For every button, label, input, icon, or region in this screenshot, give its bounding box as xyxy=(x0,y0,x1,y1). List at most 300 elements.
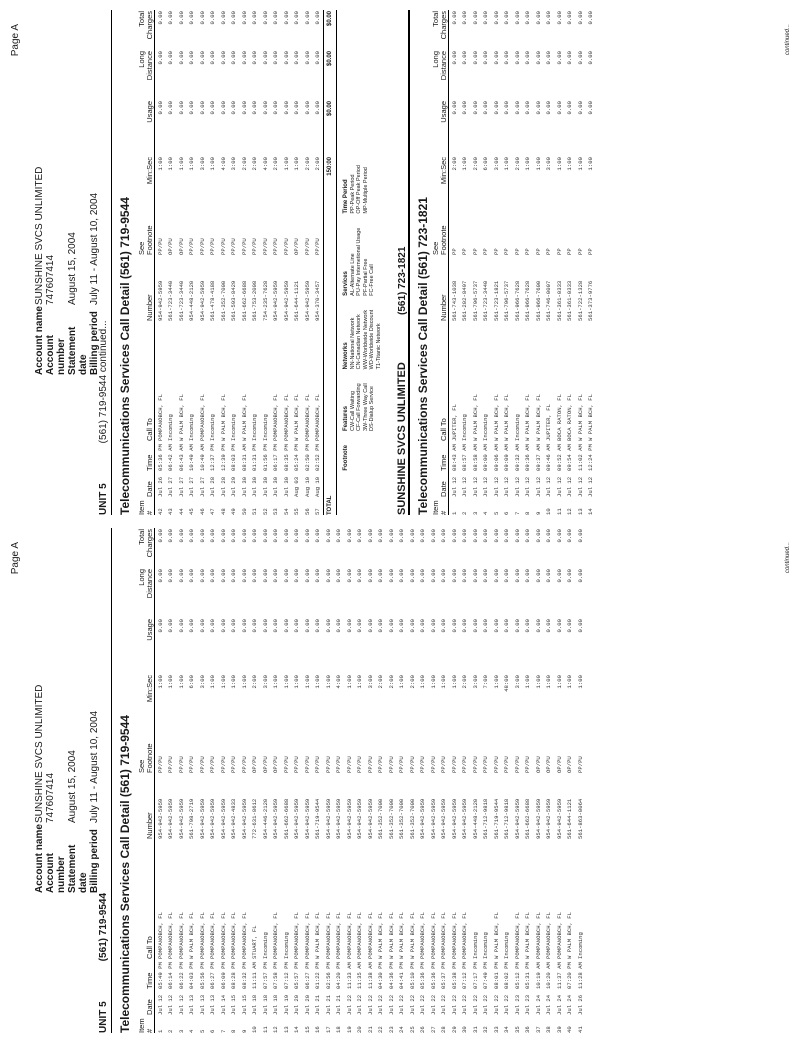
col-item: Item # xyxy=(431,500,448,515)
call-number: 561-723-1821 xyxy=(492,280,500,321)
call-number: 561-796-5737 xyxy=(471,280,479,321)
item-number: 7 xyxy=(219,1029,227,1033)
min-sec: 2:00 xyxy=(251,157,259,171)
min-sec: 1:00 xyxy=(419,675,427,689)
call-time: 06:09 PM xyxy=(219,962,227,989)
col-time: Time xyxy=(145,972,154,989)
call-number: 561-863-0064 xyxy=(576,798,584,839)
call-date: Jul 27 xyxy=(167,476,175,497)
call-number: 954-942-5959 xyxy=(209,798,217,839)
table-row xyxy=(313,528,324,1033)
col-total-charges xyxy=(432,11,448,51)
min-sec: 7:00 xyxy=(482,675,490,689)
long-distance: 0.00 xyxy=(482,51,490,65)
col-footnote xyxy=(432,201,448,255)
usage: 0.00 xyxy=(576,619,584,633)
item-number: 45 xyxy=(188,508,196,515)
call-to: W PALM BCH, FL xyxy=(524,394,532,441)
call-to: W PALM BCH, FL xyxy=(188,912,196,959)
item-number: 9 xyxy=(534,511,542,515)
account-name: SUNSHINE SVCS UNLIMITED xyxy=(34,166,45,305)
usage: 0.00 xyxy=(156,101,164,115)
item-number: 23 xyxy=(387,1026,395,1033)
item-number: 25 xyxy=(408,1026,416,1033)
total-charges: 0.00 xyxy=(209,11,217,25)
call-time: 11:35 AM xyxy=(356,962,364,989)
long-distance: 0.00 xyxy=(440,569,448,583)
call-to: W PALM BCH, FL xyxy=(492,912,500,959)
footnote: PP/PU xyxy=(335,756,343,773)
col-number: Number xyxy=(439,294,448,321)
call-to: POMPANOBCH, FL xyxy=(356,912,364,959)
footnote: PP xyxy=(587,248,595,255)
usage: 0.00 xyxy=(251,101,259,115)
col-total: Total xyxy=(431,11,440,27)
footnote: PP/PU xyxy=(387,756,395,773)
col-date: Date xyxy=(439,481,448,497)
min-sec: 1:00 xyxy=(177,157,185,171)
long-distance: 0.00 xyxy=(471,51,479,65)
call-date: Jul 22 xyxy=(482,994,490,1015)
footnote: PP xyxy=(461,248,469,255)
call-number: 561-723-3440 xyxy=(177,280,185,321)
total-charges: 0.00 xyxy=(272,529,280,543)
min-sec: 1:00 xyxy=(188,157,196,171)
min-sec: 1:00 xyxy=(230,675,238,689)
call-number: 561-361-0333 xyxy=(566,280,574,321)
call-number: 561-352-7000 xyxy=(377,798,385,839)
usage: 0.00 xyxy=(387,619,395,633)
total-charges: 0.00 xyxy=(482,11,490,25)
long-distance: 0.00 xyxy=(408,569,416,583)
item-number: 29 xyxy=(450,1026,458,1033)
call-date: Jul 24 xyxy=(566,994,574,1015)
table-row xyxy=(292,528,303,1033)
item-number: 48 xyxy=(219,508,227,515)
account-number: 747607414 xyxy=(45,254,56,305)
call-time: 05:56 PM xyxy=(198,962,206,989)
footnote: PP/PU xyxy=(461,756,469,773)
footnote: PP/PU xyxy=(198,756,206,773)
table-row xyxy=(491,528,502,1033)
call-number: 561-753-2008 xyxy=(251,280,259,321)
usage: 0.00 xyxy=(324,619,332,633)
usage: 0.00 xyxy=(335,619,343,633)
unit-heading xyxy=(98,528,112,1033)
min-sec: 2:00 xyxy=(513,157,521,171)
item-number: 9 xyxy=(240,1029,248,1033)
legend-services-title: Services xyxy=(343,271,349,296)
call-date: Jul 30 xyxy=(261,476,269,497)
table-row xyxy=(239,10,250,515)
min-sec: 6:00 xyxy=(188,675,196,689)
usage: 0.00 xyxy=(272,101,280,115)
call-time: 09:52 AM xyxy=(555,444,563,471)
call-date: Jul 18 xyxy=(261,994,269,1015)
long-distance: 0.00 xyxy=(513,51,521,65)
call-time: 12:39 PM xyxy=(219,444,227,471)
usage: 0.00 xyxy=(282,101,290,115)
usage: 0.00 xyxy=(293,101,301,115)
legend-item: OP-Off Peak Period xyxy=(356,165,362,214)
long-distance: 0.00 xyxy=(419,569,427,583)
usage: 0.00 xyxy=(576,101,584,115)
call-date: Jul 27 xyxy=(188,476,196,497)
col-see: See xyxy=(137,759,146,773)
call-number: 561-352-7000 xyxy=(219,280,227,321)
usage: 0.00 xyxy=(566,101,574,115)
call-number: 954-942-5959 xyxy=(272,280,280,321)
call-time: 04:03 PM xyxy=(188,962,196,989)
call-to: Incoming xyxy=(230,414,238,441)
min-sec: 1:00 xyxy=(293,675,301,689)
call-number: 561-644-1121 xyxy=(293,280,301,321)
call-number: 954-942-5959 xyxy=(167,798,175,839)
legend-item: CF-Call Forwarding xyxy=(356,383,362,431)
footnote: PP xyxy=(482,248,490,255)
long-distance: 0.00 xyxy=(293,569,301,583)
col-total: Total xyxy=(137,11,146,27)
statement-date-label: Statement date xyxy=(67,844,89,893)
footnote: PP/PU xyxy=(419,756,427,773)
total-charges: 0.00 xyxy=(566,11,574,25)
unit-phone: (561) 719-9544 xyxy=(98,892,109,962)
total-charges: 0.00 xyxy=(167,529,175,543)
footnote: PP/PU xyxy=(230,238,238,255)
usage: 0.00 xyxy=(219,619,227,633)
call-number: 561-662-6688 xyxy=(240,280,248,321)
call-date: Aug 10 xyxy=(314,476,322,497)
call-number: 561-719-9544 xyxy=(314,798,322,839)
unit-phone: (561) 719-9544 continued... xyxy=(98,320,109,444)
call-time: 05:36 PM xyxy=(156,444,164,471)
call-to: W PALM BCH, FL xyxy=(587,394,595,441)
page-label: Page A xyxy=(10,24,21,57)
call-to: W PALM BCH, FL xyxy=(177,394,185,441)
call-time: 07:17 PM xyxy=(471,962,479,989)
col-call-to: Call To xyxy=(439,418,448,441)
subaccount-banner xyxy=(390,10,410,515)
call-to: Incoming xyxy=(513,414,521,441)
total-charges: 0.00 xyxy=(198,11,206,25)
table-row xyxy=(470,528,481,1033)
usage: 0.00 xyxy=(167,619,175,633)
call-date: Jul 14 xyxy=(219,994,227,1015)
call-to: W PALM BCH, FL xyxy=(398,912,406,959)
item-number: 31 xyxy=(471,1026,479,1033)
long-distance: 0.00 xyxy=(324,569,332,583)
call-date: Jul 12 xyxy=(156,994,164,1015)
statement-date: August 15, 2004 xyxy=(67,232,78,305)
call-date: Jul 23 xyxy=(513,994,521,1015)
usage: 0.00 xyxy=(419,619,427,633)
call-to: W PALM BCH, FL xyxy=(219,394,227,441)
call-time: 04:30 PM xyxy=(377,962,385,989)
total-charges: 0.00 xyxy=(324,529,332,543)
item-number: 17 xyxy=(324,1026,332,1033)
call-date: Jul 30 xyxy=(251,476,259,497)
call-to: W PALM BCH, FL xyxy=(534,394,542,441)
call-to: Incoming xyxy=(471,932,479,959)
section-title-2: Telecommunications Services Call Detail (561) 723-1821 xyxy=(416,197,430,515)
call-number: 954-942-5959 xyxy=(156,280,164,321)
call-number: 561-719-9544 xyxy=(492,798,500,839)
min-sec: 1:00 xyxy=(503,157,511,171)
long-distance: 0.00 xyxy=(555,51,563,65)
total-charges: 0.00 xyxy=(482,529,490,543)
total-charges: 0.00 xyxy=(503,529,511,543)
call-date: Jul 22 xyxy=(398,994,406,1015)
usage: 0.00 xyxy=(503,619,511,633)
statement-date: August 15, 2004 xyxy=(67,750,78,823)
call-date: Jul 22 xyxy=(503,994,511,1015)
long-distance: 0.00 xyxy=(587,51,595,65)
table-header-2 xyxy=(430,10,449,515)
call-date: Jul 30 xyxy=(240,476,248,497)
footnote: PP/PU xyxy=(293,756,301,773)
total-charges: 0.00 xyxy=(513,11,521,25)
call-time: 06:27 PM xyxy=(303,962,311,989)
call-to: STUART, FL xyxy=(251,925,259,959)
min-sec: 1:00 xyxy=(555,157,563,171)
call-date: Jul 22 xyxy=(429,994,437,1015)
item-number: 13 xyxy=(282,1026,290,1033)
min-sec: 2:00 xyxy=(450,157,458,171)
usage: 0.00 xyxy=(251,619,259,633)
long-distance: 0.00 xyxy=(282,51,290,65)
total-charges: 0.00 xyxy=(471,529,479,543)
call-number: 954-942-5959 xyxy=(282,280,290,321)
table-row xyxy=(187,10,198,515)
usage: 0.00 xyxy=(282,619,290,633)
usage: 0.00 xyxy=(503,101,511,115)
total-long-distance: $0.00 xyxy=(327,51,333,67)
total-charges: 0.00 xyxy=(293,11,301,25)
call-number: 954-942-5959 xyxy=(545,798,553,839)
table-row xyxy=(407,528,418,1033)
call-time: 11:38 AM xyxy=(366,962,374,989)
min-sec: 6:00 xyxy=(482,157,490,171)
long-distance: 0.00 xyxy=(303,569,311,583)
item-number: 5 xyxy=(198,1029,206,1033)
call-time: 08:28 PM xyxy=(230,962,238,989)
call-to: Incoming xyxy=(576,932,584,959)
usage: 0.00 xyxy=(429,619,437,633)
total-charges: 0.00 xyxy=(261,11,269,25)
item-number: 3 xyxy=(471,511,479,515)
unit-label: UNIT 5 xyxy=(98,1001,109,1033)
total-charges: 0.00 xyxy=(303,529,311,543)
col-footnote xyxy=(138,719,154,773)
min-sec: 2:00 xyxy=(314,157,322,171)
col-charges: Charges xyxy=(145,529,154,558)
footnote: PP/PU xyxy=(282,756,290,773)
call-to: POMPANOBCH, FL xyxy=(314,394,322,441)
min-sec: 2:00 xyxy=(377,675,385,689)
col-long-distance xyxy=(138,569,154,619)
call-number: 561-352-7000 xyxy=(398,798,406,839)
min-sec: 1:00 xyxy=(177,675,185,689)
call-to: POMPANOBCH, FL xyxy=(440,912,448,959)
call-time: 05:36 PM xyxy=(419,962,427,989)
call-number: 954-942-5959 xyxy=(156,798,164,839)
footnote: PP xyxy=(534,248,542,255)
min-sec: 4:00 xyxy=(219,157,227,171)
call-number: 561-478-4188 xyxy=(209,280,217,321)
call-number: 561-966-7628 xyxy=(524,280,532,321)
call-number: 954-942-5959 xyxy=(450,798,458,839)
min-sec: 2:00 xyxy=(303,157,311,171)
total-charges: 0.00 xyxy=(429,529,437,543)
call-date: Jul 21 xyxy=(314,994,322,1015)
call-to: W PALM BCH, FL xyxy=(314,912,322,959)
usage: 0.00 xyxy=(524,101,532,115)
call-number: 561-723-3440 xyxy=(167,280,175,321)
long-distance: 0.00 xyxy=(188,569,196,583)
table-row xyxy=(460,528,471,1033)
call-detail-table xyxy=(136,528,586,1033)
table-body xyxy=(155,10,323,515)
long-distance: 0.00 xyxy=(156,569,164,583)
call-time: 08:01 PM xyxy=(492,962,500,989)
billing-period: July 11 - August 10, 2004 xyxy=(89,710,100,823)
total-charges: 0.00 xyxy=(188,529,196,543)
call-time: 06:42 AM xyxy=(167,444,175,471)
call-to: Incoming xyxy=(251,414,259,441)
footnote: PP/PU xyxy=(356,756,364,773)
call-date: Jul 12 xyxy=(492,476,500,497)
table-row xyxy=(166,528,177,1033)
long-distance: 0.00 xyxy=(450,569,458,583)
call-time: 11:37 AM xyxy=(555,962,563,989)
total-charges: 0.00 xyxy=(282,11,290,25)
call-to: POMPANOBCH, FL xyxy=(450,912,458,959)
item-number: 10 xyxy=(545,508,553,515)
col-usage: Usage xyxy=(439,101,448,123)
right-page xyxy=(0,10,809,515)
footnote: PP/PU xyxy=(576,756,584,773)
billing-period: July 11 - August 10, 2004 xyxy=(89,192,100,305)
account-number: 747607414 xyxy=(45,772,56,823)
long-distance: 0.00 xyxy=(198,569,206,583)
long-distance: 0.00 xyxy=(576,569,584,583)
call-time: 01:22 PM xyxy=(314,962,322,989)
call-to: POMPANOBCH, FL xyxy=(545,912,553,959)
call-number: 954-942-5959 xyxy=(534,798,542,839)
item-number: 12 xyxy=(566,508,574,515)
min-sec: 1:00 xyxy=(429,675,437,689)
min-sec: 1:00 xyxy=(461,157,469,171)
long-distance: 0.00 xyxy=(314,51,322,65)
footnote: PP/PU xyxy=(167,756,175,773)
call-number: 954-448-2120 xyxy=(188,280,196,321)
min-sec: 1:00 xyxy=(324,675,332,689)
call-number: 561-202-8497 xyxy=(461,280,469,321)
long-distance: 0.00 xyxy=(251,51,259,65)
total-charges: 0.00 xyxy=(314,529,322,543)
table-row xyxy=(523,10,534,515)
call-time: 11:33 AM xyxy=(345,962,353,989)
total-charges: 0.00 xyxy=(167,11,175,25)
item-number: 21 xyxy=(366,1026,374,1033)
table-row xyxy=(323,528,334,1033)
col-usage: Usage xyxy=(145,101,154,123)
call-to: POMPANOBCH, FL xyxy=(177,912,185,959)
long-distance: 0.00 xyxy=(398,569,406,583)
call-date: Jul 22 xyxy=(387,994,395,1015)
min-sec: 1:00 xyxy=(345,675,353,689)
footnote: OP/PU xyxy=(177,238,185,255)
account-name: SUNSHINE SVCS UNLIMITED xyxy=(34,684,45,823)
table-row xyxy=(512,10,523,515)
usage: 0.00 xyxy=(167,101,175,115)
call-to: W PALM BCH, FL xyxy=(492,394,500,441)
call-date: Jul 12 xyxy=(524,476,532,497)
call-number: 561-644-1121 xyxy=(566,798,574,839)
item-number: 24 xyxy=(398,1026,406,1033)
call-date: Jul 18 xyxy=(251,994,259,1015)
col-total: Total xyxy=(137,529,146,545)
long-distance: 0.00 xyxy=(555,569,563,583)
legend-item: DS-Dialup Service xyxy=(369,386,375,431)
col-charges: Charges xyxy=(145,11,154,40)
unit-label: UNIT 5 xyxy=(98,483,109,515)
item-number: 37 xyxy=(534,1026,542,1033)
total-charges: 0.00 xyxy=(461,11,469,25)
total-charges: 0.00 xyxy=(303,11,311,25)
long-distance: 0.00 xyxy=(534,51,542,65)
usage: 0.00 xyxy=(188,619,196,633)
footnote: PP/PU xyxy=(482,756,490,773)
call-time: 08:02 PM xyxy=(503,962,511,989)
long-distance: 0.00 xyxy=(167,51,175,65)
call-number: 954-942-5959 xyxy=(324,798,332,839)
call-time: 11:11 AM xyxy=(251,962,259,989)
usage: 0.00 xyxy=(356,619,364,633)
min-sec: 1:00 xyxy=(282,675,290,689)
total-row xyxy=(323,10,337,515)
footnote: PP/PU xyxy=(282,238,290,255)
call-to: POMPANOBCH, FL xyxy=(555,912,563,959)
call-time: 07:58 PM xyxy=(272,962,280,989)
billing-period-label: Billing period xyxy=(89,829,100,893)
call-date: Jul 27 xyxy=(177,476,185,497)
call-date: Jul 12 xyxy=(177,994,185,1015)
item-number: 53 xyxy=(272,508,280,515)
long-distance: 0.00 xyxy=(482,569,490,583)
footnote: OP/PU xyxy=(251,756,259,773)
call-time: 05:57 PM xyxy=(293,962,301,989)
total-charges: 0.00 xyxy=(293,529,301,543)
footnote: PP/PU xyxy=(524,756,532,773)
call-number: 954-942-4833 xyxy=(230,798,238,839)
call-number: 954-942-5959 xyxy=(335,798,343,839)
call-number: 561-966-7628 xyxy=(513,280,521,321)
table-row xyxy=(281,528,292,1033)
call-date: Jul 12 xyxy=(587,476,595,497)
total-charges: 0.00 xyxy=(471,11,479,25)
call-date: Jul 20 xyxy=(293,994,301,1015)
call-time: 08:03 PM xyxy=(230,444,238,471)
legend-item: WW-Worldwide Network xyxy=(362,309,369,370)
col-time: Time xyxy=(439,454,448,471)
usage: 0.00 xyxy=(209,619,217,633)
min-sec: 4:00 xyxy=(261,157,269,171)
total-charges: 0.00 xyxy=(156,529,164,543)
min-sec: 1:00 xyxy=(534,675,542,689)
table-row xyxy=(334,528,345,1033)
min-sec: 48:00 xyxy=(503,675,511,692)
